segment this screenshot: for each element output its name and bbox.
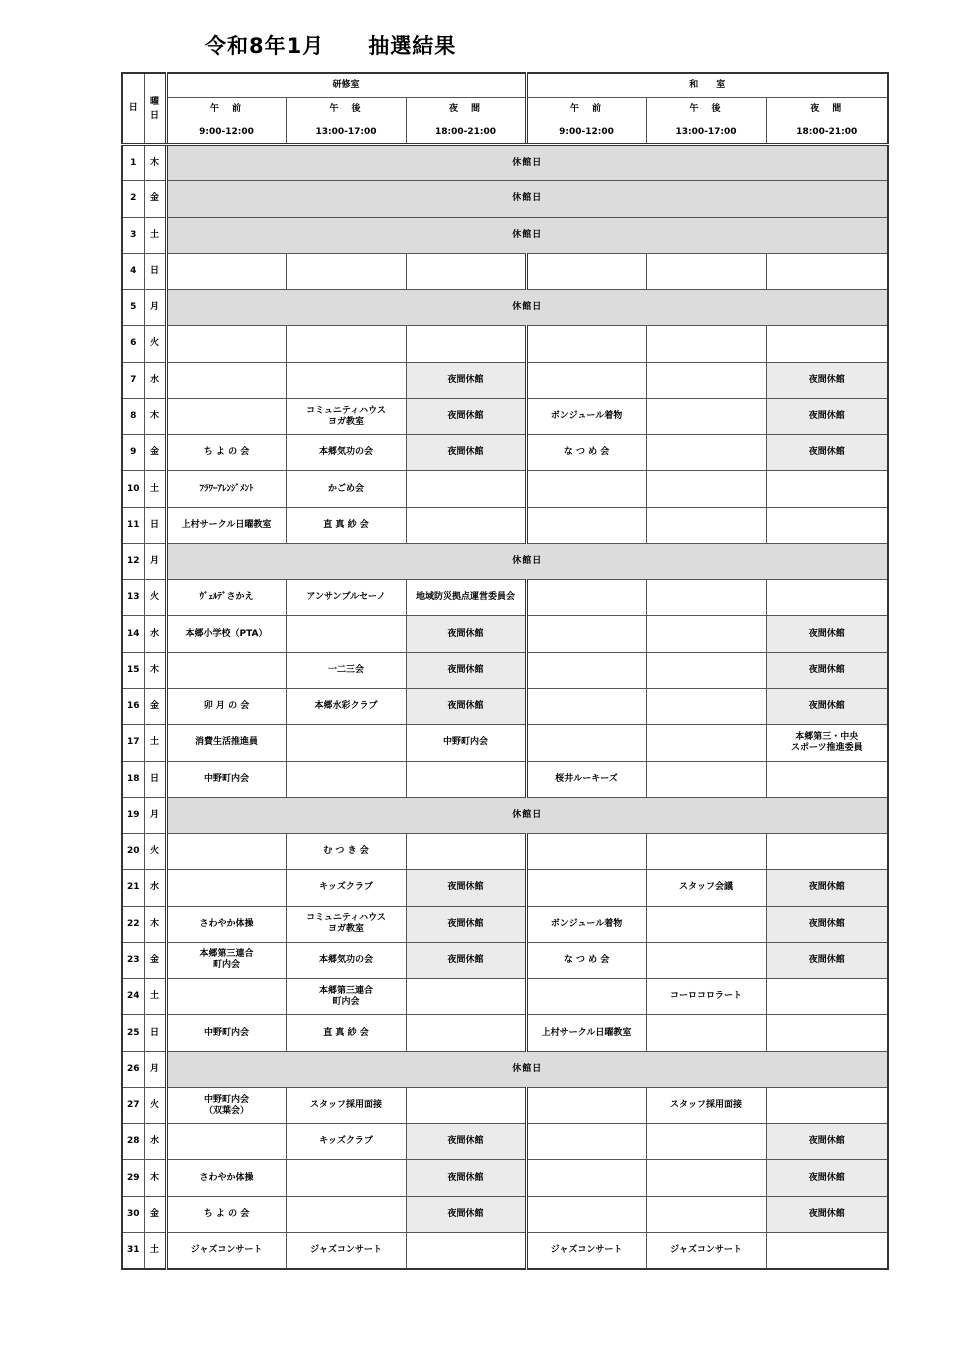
room-header-kenshu: 研修室	[166, 73, 526, 97]
weekday: 金	[144, 435, 166, 471]
booking-cell: 一二三会	[286, 652, 406, 688]
night-closed-cell: 夜間休館	[766, 1196, 888, 1232]
booking-cell: 地域防災拠点運営委員会	[406, 580, 526, 616]
weekday: 金	[144, 1196, 166, 1232]
table-row	[122, 725, 888, 761]
night-closed-cell: 夜間休館	[766, 435, 888, 471]
empty-cell	[406, 471, 526, 507]
closed-day-cell: 休館日	[166, 543, 888, 579]
empty-cell	[646, 1124, 766, 1160]
booking-cell: スタッフ採用面接	[646, 1087, 766, 1123]
table-row	[122, 1015, 888, 1051]
day-number: 31	[122, 1232, 144, 1269]
booking-cell: コミュニティハウス ヨガ教室	[286, 906, 406, 942]
day-number: 3	[122, 217, 144, 253]
booking-cell: 中野町内会 （双葉会）	[166, 1087, 286, 1123]
weekday: 日	[144, 507, 166, 543]
night-closed-cell: 夜間休館	[766, 652, 888, 688]
empty-cell	[526, 834, 646, 870]
weekday: 土	[144, 471, 166, 507]
table-row	[122, 906, 888, 942]
empty-cell	[766, 1087, 888, 1123]
booking-cell: キッズクラブ	[286, 1124, 406, 1160]
table-row	[122, 398, 888, 434]
day-number: 11	[122, 507, 144, 543]
booking-cell: 卯 月 の 会	[166, 689, 286, 725]
empty-cell	[286, 362, 406, 398]
day-number: 17	[122, 725, 144, 761]
empty-cell	[766, 761, 888, 797]
booking-cell: さわやか体操	[166, 906, 286, 942]
empty-cell	[406, 507, 526, 543]
table-row	[122, 290, 888, 326]
weekday: 水	[144, 1124, 166, 1160]
empty-cell	[646, 652, 766, 688]
table-row	[122, 580, 888, 616]
empty-cell	[526, 1160, 646, 1196]
table-row	[122, 1051, 888, 1087]
empty-cell	[406, 834, 526, 870]
table-row	[122, 942, 888, 978]
night-closed-cell: 夜間休館	[406, 1124, 526, 1160]
booking-cell: 桜井ルーキーズ	[526, 761, 646, 797]
empty-cell	[526, 725, 646, 761]
table-row	[122, 689, 888, 725]
day-number: 13	[122, 580, 144, 616]
empty-cell	[646, 1160, 766, 1196]
empty-cell	[646, 761, 766, 797]
table-row	[122, 435, 888, 471]
weekday: 水	[144, 362, 166, 398]
night-closed-cell: 夜間休館	[406, 870, 526, 906]
closed-day-cell: 休館日	[166, 217, 888, 253]
empty-cell	[526, 1196, 646, 1232]
empty-cell	[526, 362, 646, 398]
table-row	[122, 1160, 888, 1196]
empty-cell	[646, 725, 766, 761]
weekday: 火	[144, 1087, 166, 1123]
night-closed-cell: 夜間休館	[406, 942, 526, 978]
empty-cell	[286, 616, 406, 652]
booking-cell: 本郷第三連合 町内会	[166, 942, 286, 978]
booking-cell: 本郷第三連合 町内会	[286, 979, 406, 1015]
day-number: 23	[122, 942, 144, 978]
empty-cell	[646, 1015, 766, 1051]
empty-cell	[766, 979, 888, 1015]
booking-cell: ジャズコンサート	[286, 1232, 406, 1269]
night-closed-cell: 夜間休館	[766, 906, 888, 942]
weekday: 木	[144, 398, 166, 434]
night-closed-cell: 夜間休館	[766, 870, 888, 906]
night-closed-cell: 夜間休館	[406, 1160, 526, 1196]
booking-cell: 上村サークル日曜教室	[166, 507, 286, 543]
period-header: 夜 間	[406, 97, 526, 121]
booking-cell: ち よ の 会	[166, 435, 286, 471]
empty-cell	[646, 435, 766, 471]
table-row	[122, 253, 888, 289]
weekday: 木	[144, 145, 166, 181]
table-row	[122, 326, 888, 362]
booking-cell: ジャズコンサート	[646, 1232, 766, 1269]
booking-cell: ﾌﾗﾜｰｱﾚﾝｼﾞﾒﾝﾄ	[166, 471, 286, 507]
empty-cell	[646, 689, 766, 725]
empty-cell	[526, 870, 646, 906]
empty-cell	[646, 906, 766, 942]
booking-cell: ボンジュール着物	[526, 906, 646, 942]
booking-cell: ち よ の 会	[166, 1196, 286, 1232]
booking-cell: スタッフ採用面接	[286, 1087, 406, 1123]
period-header: 午 前	[526, 97, 646, 121]
empty-cell	[646, 942, 766, 978]
booking-cell: な つ め 会	[526, 942, 646, 978]
booking-cell: キッズクラブ	[286, 870, 406, 906]
closed-day-cell: 休館日	[166, 797, 888, 833]
weekday: 土	[144, 725, 166, 761]
day-number: 8	[122, 398, 144, 434]
night-closed-cell: 夜間休館	[766, 1124, 888, 1160]
table-row	[122, 1196, 888, 1232]
empty-cell	[526, 979, 646, 1015]
night-closed-cell: 夜間休館	[766, 398, 888, 434]
booking-cell: 上村サークル日曜教室	[526, 1015, 646, 1051]
table-row	[122, 834, 888, 870]
empty-cell	[526, 1124, 646, 1160]
weekday: 日	[144, 1015, 166, 1051]
empty-cell	[766, 1015, 888, 1051]
weekday: 土	[144, 979, 166, 1015]
day-number: 9	[122, 435, 144, 471]
empty-cell	[766, 1232, 888, 1269]
empty-cell	[286, 761, 406, 797]
day-number: 15	[122, 652, 144, 688]
booking-cell: な つ め 会	[526, 435, 646, 471]
empty-cell	[286, 253, 406, 289]
time-range-header: 13:00-17:00	[646, 121, 766, 144]
room-header-washitsu: 和 室	[526, 73, 888, 97]
empty-cell	[646, 471, 766, 507]
booking-cell: 本郷気功の会	[286, 435, 406, 471]
empty-cell	[526, 580, 646, 616]
weekday: 木	[144, 652, 166, 688]
empty-cell	[526, 507, 646, 543]
empty-cell	[766, 580, 888, 616]
empty-cell	[406, 761, 526, 797]
day-number: 5	[122, 290, 144, 326]
empty-cell	[406, 1232, 526, 1269]
empty-cell	[166, 870, 286, 906]
empty-cell	[646, 507, 766, 543]
day-number: 25	[122, 1015, 144, 1051]
schedule-table	[121, 72, 889, 1270]
period-header: 午 後	[286, 97, 406, 121]
weekday: 金	[144, 181, 166, 217]
booking-cell: 消費生活推進員	[166, 725, 286, 761]
booking-cell: ジャズコンサート	[526, 1232, 646, 1269]
day-number: 14	[122, 616, 144, 652]
night-closed-cell: 夜間休館	[766, 362, 888, 398]
booking-cell: アンサンブルセーノ	[286, 580, 406, 616]
booking-cell: 中野町内会	[166, 761, 286, 797]
period-header: 午 後	[646, 97, 766, 121]
day-number: 6	[122, 326, 144, 362]
empty-cell	[766, 471, 888, 507]
booking-cell: む つ き 会	[286, 834, 406, 870]
empty-cell	[646, 398, 766, 434]
day-number: 16	[122, 689, 144, 725]
night-closed-cell: 夜間休館	[766, 1160, 888, 1196]
table-row	[122, 507, 888, 543]
empty-cell	[166, 253, 286, 289]
weekday: 土	[144, 217, 166, 253]
empty-cell	[646, 326, 766, 362]
night-closed-cell: 夜間休館	[766, 942, 888, 978]
empty-cell	[286, 725, 406, 761]
empty-cell	[766, 326, 888, 362]
page-title: 令和8年1月 抽選結果	[205, 34, 457, 58]
night-closed-cell: 夜間休館	[406, 652, 526, 688]
empty-cell	[646, 253, 766, 289]
weekday: 火	[144, 834, 166, 870]
booking-cell: コーロコロラート	[646, 979, 766, 1015]
table-row	[122, 145, 888, 181]
night-closed-cell: 夜間休館	[406, 435, 526, 471]
empty-cell	[166, 362, 286, 398]
booking-cell: 直 真 紗 会	[286, 1015, 406, 1051]
day-number: 18	[122, 761, 144, 797]
day-number: 2	[122, 181, 144, 217]
weekday: 金	[144, 689, 166, 725]
weekday: 土	[144, 1232, 166, 1269]
booking-cell: ボンジュール着物	[526, 398, 646, 434]
day-number: 28	[122, 1124, 144, 1160]
time-range-header: 13:00-17:00	[286, 121, 406, 144]
closed-day-cell: 休館日	[166, 145, 888, 181]
weekday-column-header: 曜 日	[144, 73, 166, 145]
day-column-header: 日	[122, 73, 144, 145]
weekday: 月	[144, 290, 166, 326]
empty-cell	[286, 1196, 406, 1232]
table-row	[122, 870, 888, 906]
booking-cell: スタッフ会議	[646, 870, 766, 906]
closed-day-cell: 休館日	[166, 290, 888, 326]
day-number: 10	[122, 471, 144, 507]
weekday: 火	[144, 580, 166, 616]
empty-cell	[646, 580, 766, 616]
night-closed-cell: 夜間休館	[766, 616, 888, 652]
empty-cell	[286, 1160, 406, 1196]
empty-cell	[166, 1124, 286, 1160]
table-row	[122, 362, 888, 398]
table-row	[122, 1232, 888, 1269]
empty-cell	[166, 398, 286, 434]
booking-cell: 直 真 紗 会	[286, 507, 406, 543]
table-row	[122, 761, 888, 797]
night-closed-cell: 夜間休館	[406, 689, 526, 725]
weekday: 木	[144, 1160, 166, 1196]
time-range-header: 18:00-21:00	[406, 121, 526, 144]
booking-cell: ジャズコンサート	[166, 1232, 286, 1269]
day-number: 12	[122, 543, 144, 579]
night-closed-cell: 夜間休館	[766, 689, 888, 725]
day-number: 27	[122, 1087, 144, 1123]
empty-cell	[286, 326, 406, 362]
weekday: 火	[144, 326, 166, 362]
day-number: 1	[122, 145, 144, 181]
table-row	[122, 1124, 888, 1160]
weekday: 金	[144, 942, 166, 978]
period-header: 夜 間	[766, 97, 888, 121]
night-closed-cell: 夜間休館	[406, 616, 526, 652]
empty-cell	[646, 1196, 766, 1232]
table-row	[122, 181, 888, 217]
table-row	[122, 616, 888, 652]
table-row	[122, 797, 888, 833]
empty-cell	[526, 1087, 646, 1123]
empty-cell	[406, 979, 526, 1015]
empty-cell	[646, 616, 766, 652]
empty-cell	[526, 471, 646, 507]
weekday: 日	[144, 761, 166, 797]
night-closed-cell: 夜間休館	[406, 398, 526, 434]
weekday: 日	[144, 253, 166, 289]
day-number: 24	[122, 979, 144, 1015]
weekday: 月	[144, 797, 166, 833]
day-number: 26	[122, 1051, 144, 1087]
booking-cell: 本郷水彩クラブ	[286, 689, 406, 725]
empty-cell	[646, 834, 766, 870]
booking-cell: かごめ会	[286, 471, 406, 507]
booking-cell: 本郷気功の会	[286, 942, 406, 978]
day-number: 7	[122, 362, 144, 398]
night-closed-cell: 夜間休館	[406, 906, 526, 942]
table-row	[122, 652, 888, 688]
night-closed-cell: 夜間休館	[406, 1196, 526, 1232]
empty-cell	[766, 507, 888, 543]
table-row	[122, 217, 888, 253]
table-row	[122, 543, 888, 579]
empty-cell	[766, 253, 888, 289]
time-range-header: 9:00-12:00	[166, 121, 286, 144]
empty-cell	[166, 326, 286, 362]
booking-cell: 本郷第三・中央 スポーツ推進委員	[766, 725, 888, 761]
empty-cell	[526, 689, 646, 725]
day-number: 29	[122, 1160, 144, 1196]
empty-cell	[526, 652, 646, 688]
period-header: 午 前	[166, 97, 286, 121]
weekday: 月	[144, 543, 166, 579]
weekday: 月	[144, 1051, 166, 1087]
empty-cell	[766, 834, 888, 870]
day-number: 19	[122, 797, 144, 833]
empty-cell	[406, 1087, 526, 1123]
empty-cell	[406, 326, 526, 362]
empty-cell	[526, 616, 646, 652]
table-row	[122, 1087, 888, 1123]
booking-cell: ｳﾞｪﾙﾃﾞさかえ	[166, 580, 286, 616]
empty-cell	[406, 253, 526, 289]
table-row	[122, 471, 888, 507]
day-number: 22	[122, 906, 144, 942]
booking-cell: 中野町内会	[166, 1015, 286, 1051]
empty-cell	[526, 253, 646, 289]
night-closed-cell: 夜間休館	[406, 362, 526, 398]
empty-cell	[526, 326, 646, 362]
empty-cell	[166, 979, 286, 1015]
table-row	[122, 979, 888, 1015]
weekday: 水	[144, 616, 166, 652]
time-range-header: 18:00-21:00	[766, 121, 888, 144]
weekday: 水	[144, 870, 166, 906]
booking-cell: 中野町内会	[406, 725, 526, 761]
day-number: 20	[122, 834, 144, 870]
booking-cell: さわやか体操	[166, 1160, 286, 1196]
empty-cell	[646, 362, 766, 398]
time-range-header: 9:00-12:00	[526, 121, 646, 144]
booking-cell: 本郷小学校（PTA）	[166, 616, 286, 652]
empty-cell	[406, 1015, 526, 1051]
empty-cell	[166, 834, 286, 870]
empty-cell	[166, 652, 286, 688]
closed-day-cell: 休館日	[166, 1051, 888, 1087]
booking-cell: コミュニティハウス ヨガ教室	[286, 398, 406, 434]
closed-day-cell: 休館日	[166, 181, 888, 217]
day-number: 4	[122, 253, 144, 289]
day-number: 30	[122, 1196, 144, 1232]
day-number: 21	[122, 870, 144, 906]
weekday: 木	[144, 906, 166, 942]
